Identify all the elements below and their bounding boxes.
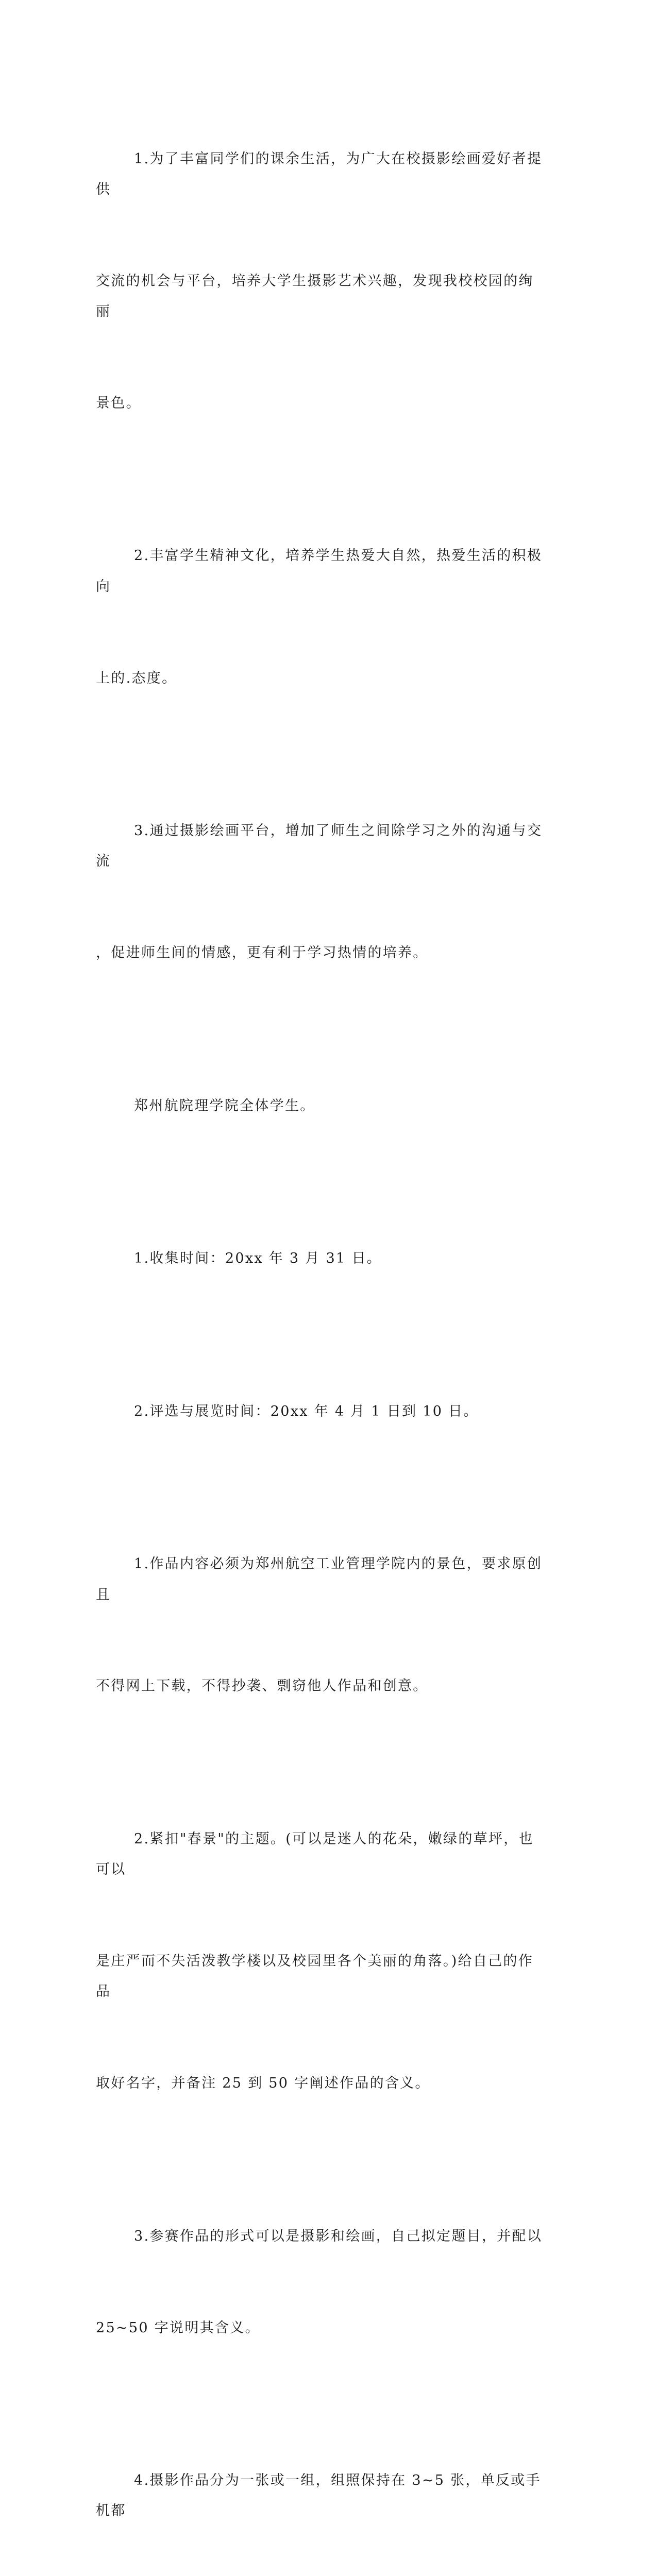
paragraph-line: 1.收集时间：20xx 年 3 月 31 日。	[134, 1250, 382, 1267]
paragraph-schedule-1	[96, 1182, 547, 1335]
paragraph-line: 2.丰富学生精神文化，培养学生热爱大自然，热爱生活的积极向	[96, 548, 543, 595]
paragraph-line: 2.评选与展览时间：20xx 年 4 月 1 日到 10 日。	[134, 1403, 479, 1419]
paragraph-requirement-3	[96, 2160, 547, 2404]
paragraph-line: 不得网上下载，不得抄袭、剽窃他人作品和创意。	[96, 1678, 428, 1694]
paragraph-requirement-1	[96, 1488, 547, 1763]
paragraph-line: ，促进师生间的情感，更有利于学习热情的培养。	[96, 945, 428, 961]
paragraph-line: 景色。	[96, 395, 141, 411]
paragraph-schedule-2	[96, 1335, 547, 1487]
paragraph-line: 3.参赛作品的形式可以是摄影和绘画，自己拟定题目，并配以	[134, 2228, 543, 2244]
paragraph-line: 上的.态度。	[96, 670, 177, 686]
paragraph-purpose-2	[96, 480, 547, 755]
paragraph-line: 3.通过摄影绘画平台，增加了师生之间除学习之外的沟通与交流	[96, 823, 543, 870]
paragraph-purpose-1	[96, 82, 547, 480]
paragraph-participants	[96, 1029, 547, 1182]
paragraph-line: 郑州航院理学院全体学生。	[134, 1097, 315, 1114]
paragraph-line: 是庄严而不失活泼教学楼以及校园里各个美丽的角落。)给自己的作品	[96, 1953, 534, 2000]
paragraph-line: 25~50 字说明其含义。	[96, 2319, 260, 2336]
paragraph-requirement-4	[96, 2404, 547, 2576]
paragraph-purpose-3	[96, 755, 547, 1030]
paragraph-requirement-2	[96, 1762, 547, 2160]
document-body	[96, 82, 547, 2576]
paragraph-line: 4.摄影作品分为一张或一组，组照保持在 3~5 张，单反或手机都	[96, 2472, 541, 2519]
paragraph-line: 取好名字，并备注 25 到 50 字阐述作品的含义。	[96, 2075, 430, 2092]
paragraph-line: 交流的机会与平台，培养大学生摄影艺术兴趣，发现我校校园的绚丽	[96, 273, 534, 320]
paragraph-line: 1.为了丰富同学们的课余生活，为广大在校摄影绘画爱好者提供	[96, 150, 543, 197]
paragraph-line: 1.作品内容必须为郑州航空工业管理学院内的景色，要求原创且	[96, 1556, 543, 1603]
paragraph-line: 2.紧扣"春景"的主题。(可以是迷人的花朵，嫩绿的草坪，也可以	[96, 1831, 534, 1878]
